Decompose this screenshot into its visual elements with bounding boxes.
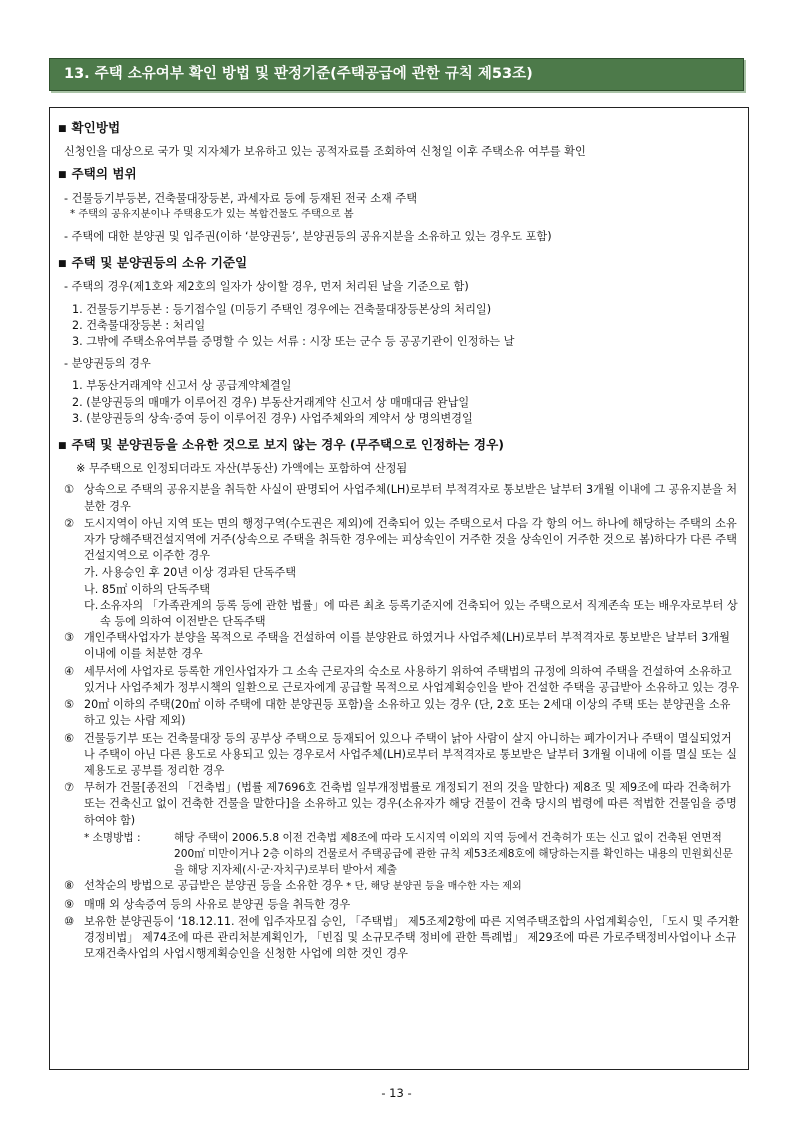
right-criteria-item: 2. (분양권등의 매매가 이루어진 경우) 부동산거래계약 신고서 상 매매대금 완납일 bbox=[72, 395, 470, 409]
house-criteria-item: 3. 그밖에 주택소유여부를 증명할 수 있는 서류 : 시장 또는 군수 등 공공기관이 인정하는 날 bbox=[72, 335, 515, 349]
list-item: ⑩ 보유한 분양권등이 ‘18.12.11. 전에 입주자모집 승인, 「주택법」 제5조제2항에 따른 지역주택조합의 사업계획승인, 「도시 및 주거환경정비법」 제74조에 따른 관리처분계획인가, 「빈집 및 소규모주택 정비에 관한 특례법」 제29조에 따른 가로주택정비사업이나 소규모재건축사업의 사업시행계획승인을 신청한 사업에 의한 것인 경우 bbox=[64, 914, 740, 961]
list-item: ⑧ 선착순의 방법으로 공급받은 분양권 등을 소유한 경우 * 단, 해당 분양권 등을 매수한 자는 제외 bbox=[64, 879, 522, 893]
non-ownership-asterisk-note: ※ 무주택으로 인정되더라도 자산(부동산) 가액에는 포함하여 산정됨 bbox=[76, 462, 408, 476]
page-number: - 13 - bbox=[381, 1086, 412, 1100]
house-criteria-intro: - 주택의 경우(제1호와 제2호의 일자가 상이할 경우, 먼저 처리된 날을 기준으로 함) bbox=[64, 280, 469, 294]
list-item: ⑨ 매매 외 상속증여 등의 사유로 분양권 등을 취득한 경우 bbox=[64, 897, 351, 911]
sub-item: 나. 85㎡ 이하의 단독주택 bbox=[84, 582, 211, 596]
section-title: 13. 주택 소유여부 확인 방법 및 판정기준(주택공급에 관한 규칙 제53조) bbox=[49, 58, 744, 91]
list-item: ② 도시지역이 아닌 지역 또는 면의 행정구역(수도권은 제외)에 건축되어 있는 주택으로서 다음 각 항의 어느 하나에 해당하는 주택의 소유자가 당해주택건설지역에 거주(상속으로 주택을 취득한 경우에는 피상속인이 거주한 것을 상속인이 거주한 것으로 봄)하다가 다른 주택건설지역으로 이주한 경우 bbox=[64, 516, 737, 563]
content-box bbox=[49, 107, 749, 1070]
sub-item: 다. 소유자의 「가족관계의 등록 등에 관한 법률」에 따른 최초 등록기준지에 건축되어 있는 주택으로서 직계존속 또는 배우자로부터 상속 등에 의하여 이전받은 단독주택 bbox=[84, 598, 738, 629]
house-criteria-item: 1. 건물등기부등본 : 등기접수일 (미등기 주택인 경우에는 건축물대장등본상의 처리일) bbox=[72, 302, 492, 316]
scope-note-1: * 주택의 공유지분이나 주택용도가 있는 복합건물도 주택으로 봄 bbox=[70, 208, 354, 220]
heading-house-scope: ■ 주택의 범위 bbox=[58, 166, 137, 182]
right-criteria-intro: - 분양권등의 경우 bbox=[64, 357, 151, 371]
square-bullet-icon: ■ bbox=[58, 441, 67, 452]
heading-ownership-date: ■ 주택 및 분양권등의 소유 기준일 bbox=[58, 255, 248, 271]
heading-verification-method: ■ 확인방법 bbox=[58, 120, 121, 135]
confirmation-method: * 소명방법 : 해당 주택이 2006.5.8 이전 건축법 제8조에 따라 도시지역 이외의 지역 등에서 건축허가 또는 신고 없이 건축된 연면적 200㎡ 미만이거나 2층 이하의 건물로서 주택공급에 관한 규칙 제53조제8호에 해당하는지를 확인하는 내용의 민원회신문을 해당 지자체(시·군·자치구)로부터 받아서 제출 bbox=[84, 831, 733, 877]
square-bullet-icon: ■ bbox=[58, 124, 67, 134]
list-item: ⑦ 무허가 건물[종전의 「건축법」(법률 제7696호 건축법 일부개정법률로 개정되기 전의 것을 말한다) 제8조 및 제9조에 따라 건축허가 또는 건축신고 없이 건축한 건물을 말한다]을 소유하고 있는 경우(소유자가 해당 건물이 건축 당시의 법령에 따른 적법한 건물임을 증명하여야 함) bbox=[64, 781, 737, 827]
verification-text: 신청인을 대상으로 국가 및 지자체가 보유하고 있는 공적자료를 조회하여 신청일 이후 주택소유 여부를 확인 bbox=[64, 145, 586, 159]
sub-item: 가. 사용승인 후 20년 이상 경과된 단독주택 bbox=[84, 566, 297, 580]
right-criteria-item: 3. (분양권등의 상속·증여 등이 이루어진 경우) 사업주체와의 계약서 상 명의변경일 bbox=[72, 411, 473, 425]
scope-line-1: - 건물등기부등본, 건축물대장등본, 과세자료 등에 등재된 전국 소재 주택 bbox=[64, 191, 418, 205]
list-item: ④ 세무서에 사업자로 등록한 개인사업자가 그 소속 근로자의 숙소로 사용하기 위하여 주택법의 규정에 의하여 주택을 건설하여 소유하고 있거나 사업주체가 정부시책의 일환으로 근로자에게 공급할 목적으로 사업계획승인을 받아 건설한 주택을 공급받아 소유하고 있는 경우 bbox=[64, 664, 739, 694]
square-bullet-icon: ■ bbox=[58, 170, 67, 181]
list-item: ⑥ 건물등기부 또는 건축물대장 등의 공부상 주택으로 등재되어 있으나 주택이 낡아 사람이 살지 아니하는 폐가이거나 주택이 멸실되었거나 주택이 아닌 다른 용도로 사용되고 있는 경우로서 사업주체(LH)로부터 부적격자로 통보받은 날부터 3개월 이내에 이를 멸실 또는 실제용도로 공부를 정리한 경우 bbox=[64, 731, 737, 777]
scope-line-2: - 주택에 대한 분양권 및 입주권(이하 ‘분양권등’, 분양권등의 공유지분을 소유하고 있는 경우도 포함) bbox=[64, 230, 552, 244]
list-item: ① 상속으로 주택의 공유지분을 취득한 사실이 판명되어 사업주체(LH)로부터 부적격자로 통보받은 날부터 3개월 이내에 그 공유지분을 처분한 경우 bbox=[64, 483, 738, 513]
list-item: ③ 개인주택사업자가 분양을 목적으로 주택을 건설하여 이를 분양완료 하였거나 사업주체(LH)로부터 부적격자로 통보받은 날부터 3개월 이내에 이를 처분한 경우 bbox=[64, 631, 730, 661]
house-criteria-item: 2. 건축물대장등본 : 처리일 bbox=[72, 318, 206, 332]
square-bullet-icon: ■ bbox=[58, 259, 67, 270]
right-criteria-item: 1. 부동산거래계약 신고서 상 공급계약체결일 bbox=[72, 379, 292, 393]
list-item: ⑤ 20㎡ 이하의 주택(20㎡ 이하 주택에 대한 분양권등 포함)을 소유하고 있는 경우 (단, 2호 또는 2세대 이상의 주택 또는 분양권을 소유하고 있는 사람 제외) bbox=[64, 698, 731, 728]
heading-non-ownership: ■ 주택 및 분양권등을 소유한 것으로 보지 않는 경우 (무주택으로 인정하는 경우) bbox=[58, 437, 505, 453]
item8-note: * 단, 해당 분양권 등을 매수한 자는 제외 bbox=[343, 881, 522, 893]
